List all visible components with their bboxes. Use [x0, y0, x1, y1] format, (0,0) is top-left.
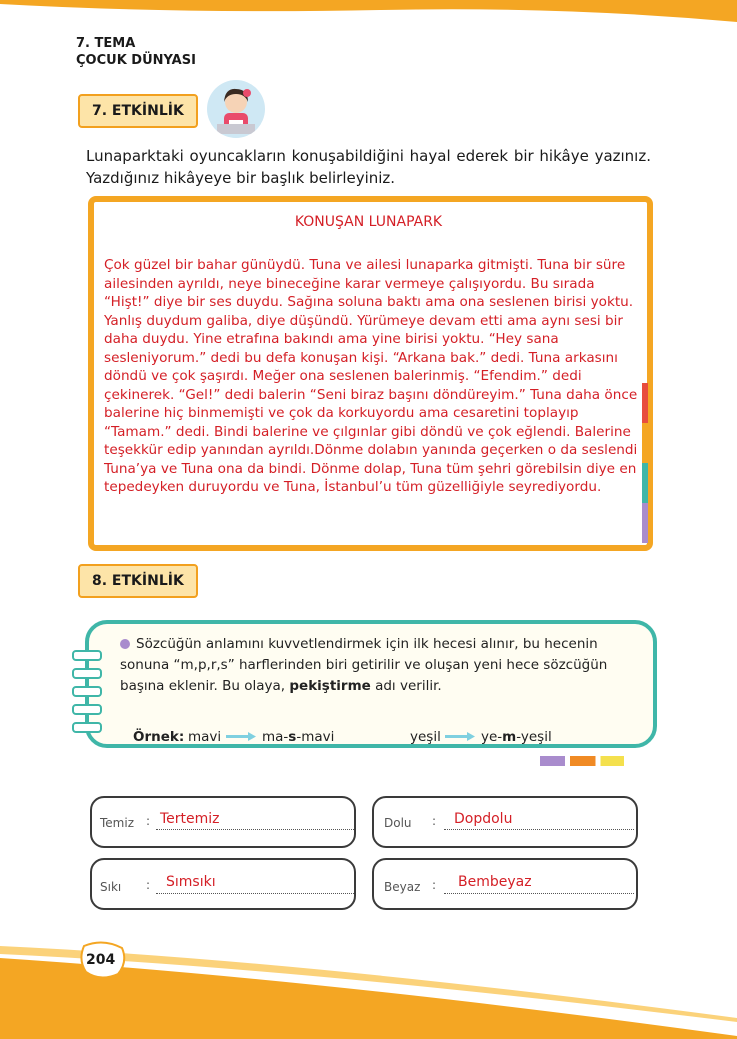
- field-colon: :: [146, 814, 151, 828]
- spiral-ring: [72, 668, 102, 679]
- field-colon: :: [432, 814, 437, 828]
- rule-text: [120, 634, 630, 697]
- page-number: 204: [86, 952, 116, 968]
- example-label: Örnek:: [133, 729, 185, 745]
- answer-temiz[interactable]: Tertemiz: [160, 811, 220, 827]
- arrow-right-icon: [445, 732, 475, 741]
- field-siki: [90, 858, 356, 910]
- rule-text-part2: adı verilir.: [375, 678, 442, 694]
- spiral-ring: [72, 686, 102, 697]
- answer-line: [156, 828, 354, 830]
- theme-header: [76, 35, 196, 69]
- spiral-ring: [72, 722, 102, 733]
- story-title: KONUŞAN LUNAPARK: [294, 214, 443, 230]
- spiral-ring: [72, 704, 102, 715]
- theme-name: ÇOCUK DÜNYASI: [76, 53, 196, 68]
- activity-7-tag: 7. ETKİNLİK: [78, 94, 198, 128]
- field-colon: :: [432, 878, 437, 892]
- answer-line: [444, 828, 634, 830]
- side-color-tabs: [642, 383, 648, 543]
- answer-siki[interactable]: Sımsıkı: [166, 874, 216, 890]
- field-colon: :: [146, 878, 151, 892]
- story-text: Çok güzel bir bahar günüydü. Tuna ve ailesi lunaparka gitmişti. Tuna bir süre ailesinden ayrıldı, neye bineceğine karar vermeye çalışıyordu. Bu sırada “Hişt!” diye bir ses duydu. Sağına soluna baktı ama ona seslenen birisi yoktu. Yanlış duydum galiba, diye düşündü. Yürümeye devam etti ama aynı sesi bir daha duydu. Yine etrafına bakındı ama yine birisi yoktu. “Hey sana sesleniyorum.” dedi bu defa konuşan kişi. “Arkana bak.” dedi. Tuna arkasını döndü ve çok şaşırdı. Meğer ona seslenen balerinmiş. “Efendim.” dedi çekinerek. “Gel!” dedi balerin “Seni biraz başını döndüreyim.” Tuna daha önce balerine hiç binmemişti ve çok da korkuyordu ama cesaretini toplayıp “Tamam.” dedi. Bindi balerine ve çılgınlar gibi döndü ve çok eğlendi. Balerine teşekkür edip yanından ayrıldı.Dönme dolabın yanında geçerken o da seslendi Tuna’ya ve Tuna ona da bindi. Dönme dolap, Tuna tüm şehri görebilsin diye en tepedeyken duruyordu ve Tuna, İstanbul’u tüm güzelliğiyle seyrediyordu.: [104, 257, 638, 495]
- theme-number: 7. TEMA: [76, 36, 136, 51]
- example-2-word: yeşil: [410, 729, 441, 745]
- field-label-siki: Sıkı: [100, 880, 122, 894]
- field-label-temiz: Temiz: [100, 816, 134, 830]
- answer-beyaz[interactable]: Bembeyaz: [458, 874, 532, 890]
- arrow-right-icon: [226, 732, 256, 741]
- activity-7-instruction: Lunaparktaki oyuncakların konuşabildiğini hayal ederek bir hikâye yazınız. Yazdığınız hikâyeye bir başlık belirleyiniz.: [86, 147, 651, 187]
- field-label-dolu: Dolu: [384, 816, 412, 830]
- example-1-word: mavi: [188, 729, 222, 745]
- rule-text-part1: Sözcüğün anlamını kuvvetlendirmek için ilk hecesi alınır, bu hecenin sonuna “m,p,r,s” harflerinden biri getirilir ve oluşan yeni hece sözcüğün başına eklenir. Bu olaya,: [120, 636, 608, 694]
- field-label-beyaz: Beyaz: [384, 880, 421, 894]
- spiral-ring: [72, 650, 102, 661]
- rule-term: pekiştirme: [289, 678, 371, 694]
- answer-line: [444, 892, 634, 894]
- example-2-result: ye-m-yeşil: [481, 729, 552, 745]
- answer-line: [156, 892, 354, 894]
- girl-writing-illustration: [207, 80, 265, 138]
- top-wave-decoration: [0, 0, 737, 32]
- example-1-result: ma-s-mavi: [262, 729, 335, 745]
- bullet-dot: [120, 639, 130, 649]
- box-color-strip: [540, 756, 624, 766]
- activity-8-tag: 8. ETKİNLİK: [78, 564, 198, 598]
- answer-dolu[interactable]: Dopdolu: [454, 811, 513, 827]
